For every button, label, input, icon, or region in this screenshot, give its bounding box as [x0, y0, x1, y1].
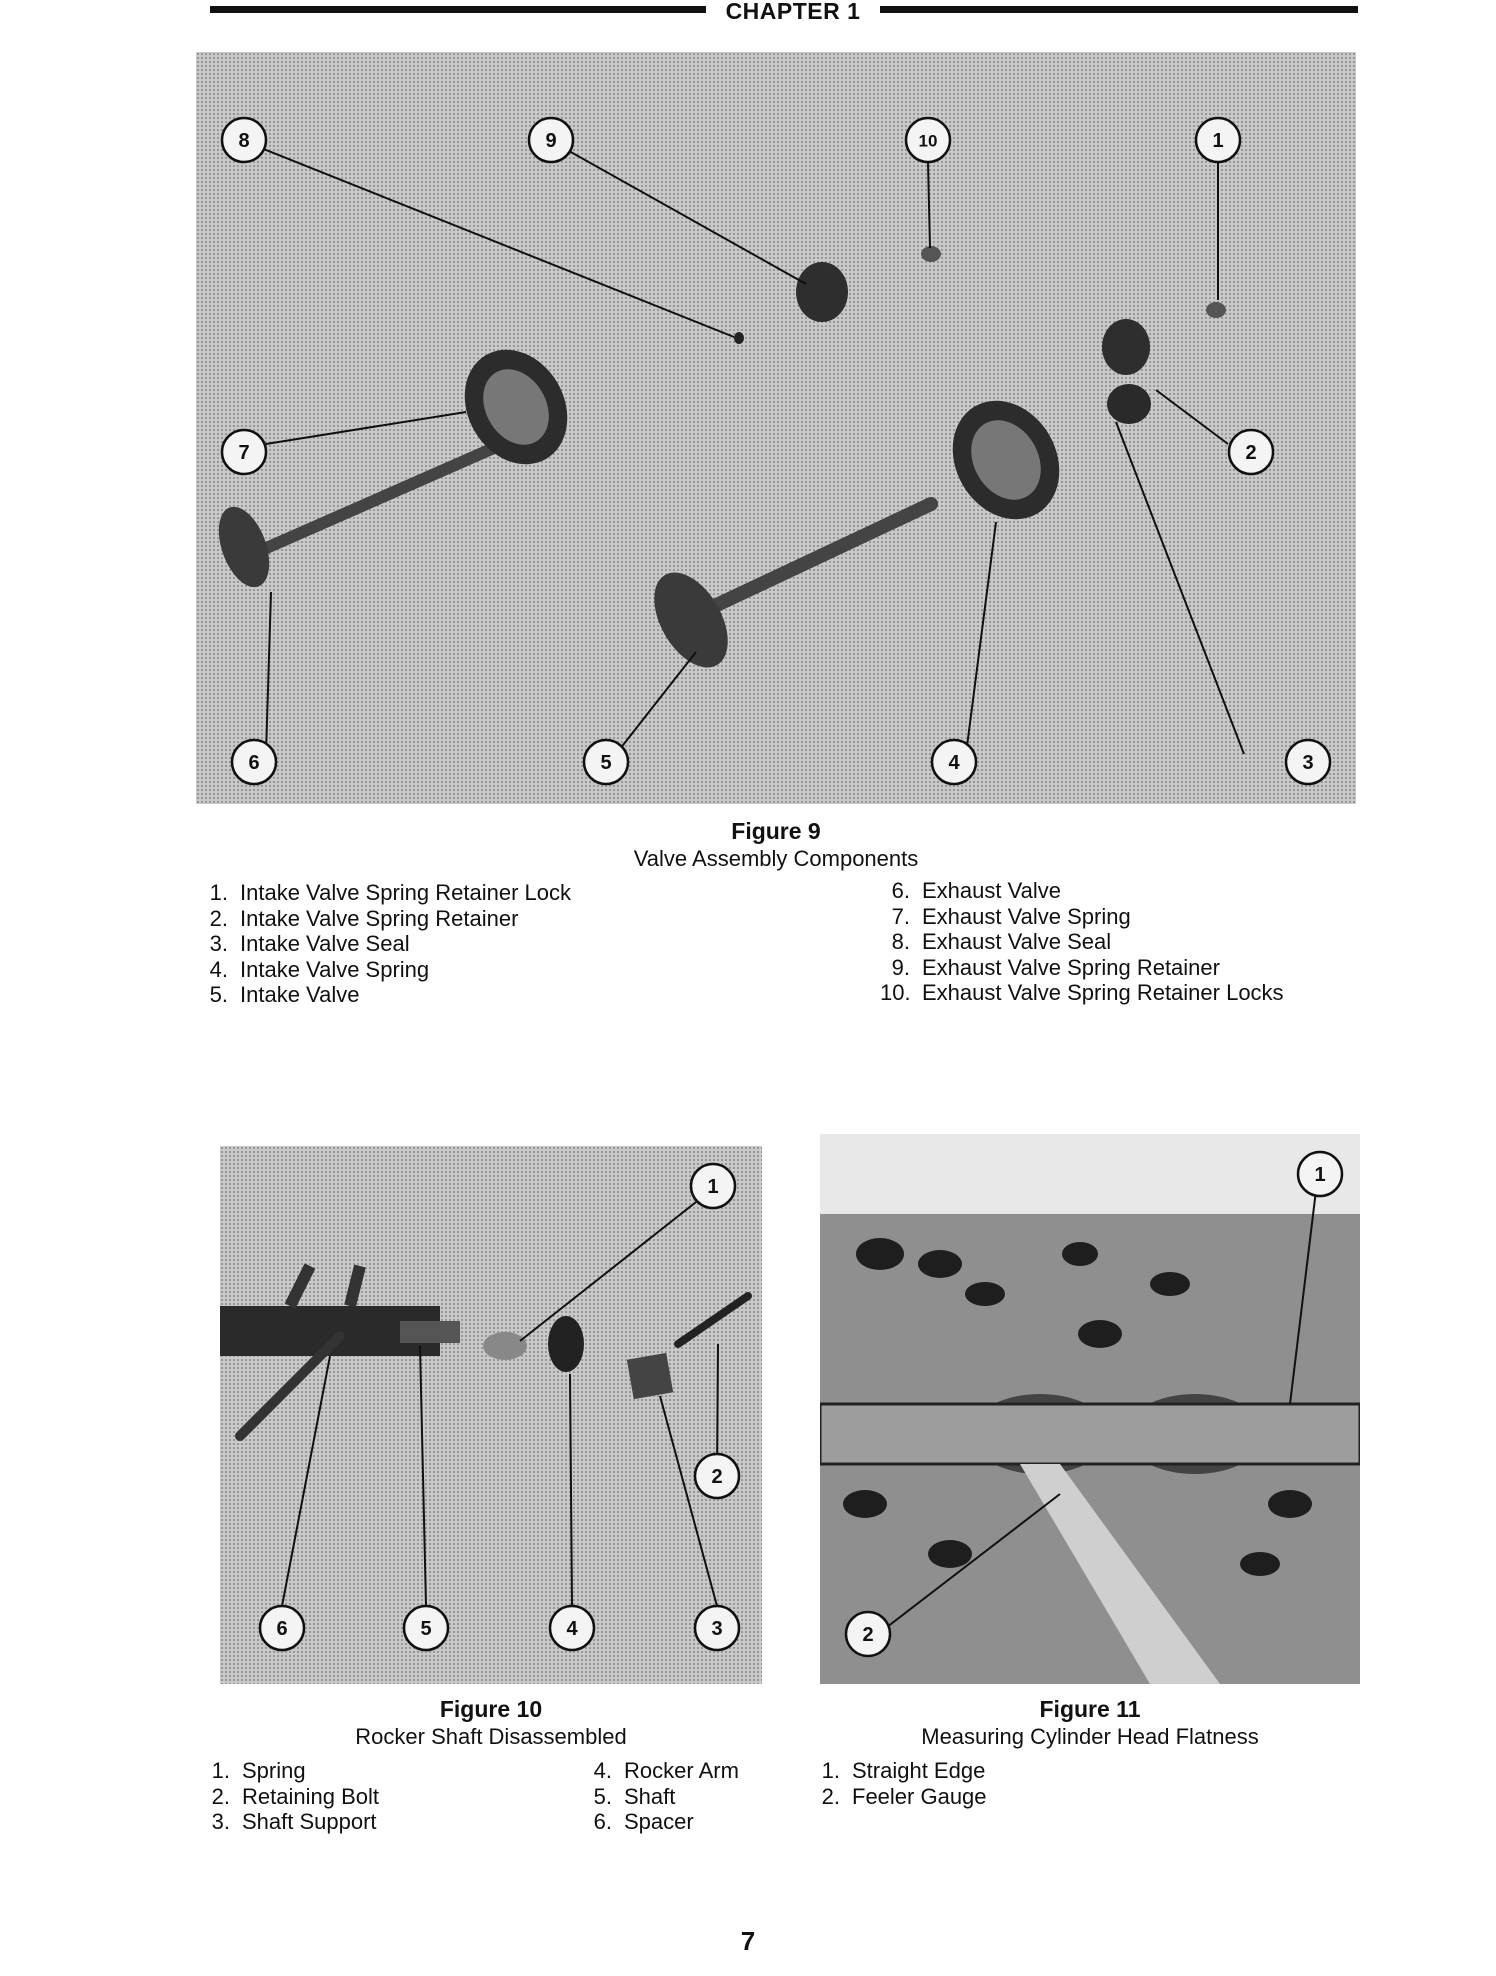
- figure9-callout-3: [1286, 740, 1330, 784]
- legend-item: 3. Intake Valve Seal: [209, 931, 410, 956]
- svg-text:1: 1: [1212, 130, 1224, 152]
- svg-text:1: 1: [1314, 1164, 1326, 1186]
- legend-item: 3. Shaft Support: [211, 1809, 377, 1834]
- svg-text:3: 3: [1302, 752, 1314, 774]
- figure11-legend: [810, 1758, 987, 1809]
- legend-item: 2. Feeler Gauge: [821, 1783, 987, 1809]
- svg-text:8: 8: [238, 130, 250, 152]
- svg-text:1: 1: [707, 1176, 719, 1198]
- exhaust-seal-shape: [734, 332, 744, 344]
- svg-text:4: 4: [948, 752, 960, 774]
- figure10-illustration: [220, 1146, 762, 1684]
- svg-text:6: 6: [248, 752, 260, 774]
- figure10-photo: [220, 1146, 762, 1684]
- figure9-illustration: [196, 52, 1356, 804]
- legend-item: 4. Rocker Arm: [593, 1758, 739, 1783]
- figure9-callout-2: [1229, 430, 1273, 474]
- figure10-subtitle: Rocker Shaft Disassembled: [355, 1724, 627, 1749]
- figure10-callout-6: [260, 1606, 304, 1650]
- figure11-illustration: [820, 1134, 1360, 1684]
- figure9-callout-8: [222, 118, 266, 162]
- intake-seal-shape: [1107, 384, 1151, 424]
- svg-text:9: 9: [545, 130, 557, 152]
- legend-item: 6. Spacer: [593, 1809, 694, 1834]
- svg-text:2: 2: [1245, 442, 1257, 464]
- figure10-legend-left: [200, 1758, 379, 1835]
- svg-text:6: 6: [276, 1618, 288, 1640]
- figure11-title: Figure 11: [1039, 1696, 1141, 1722]
- legend-item: 1. Straight Edge: [821, 1758, 986, 1783]
- figure10-callout-4: [550, 1606, 594, 1650]
- spring-shape: [483, 1332, 527, 1360]
- svg-text:3: 3: [711, 1618, 723, 1640]
- figure10-callout-1: [691, 1164, 735, 1208]
- figure9-subtitle: Valve Assembly Components: [633, 846, 919, 871]
- svg-text:2: 2: [862, 1624, 874, 1646]
- figure9-callout-7: [222, 430, 266, 474]
- svg-text:10: 10: [918, 131, 938, 151]
- figure9-callout-1: [1196, 118, 1240, 162]
- legend-item: 4. Intake Valve Spring: [209, 956, 430, 982]
- legend-item: 2. Retaining Bolt: [211, 1783, 379, 1809]
- legend-item: 7. Exhaust Valve Spring: [891, 903, 1131, 929]
- legend-item: 6. Exhaust Valve: [891, 878, 1062, 903]
- rocker-arm-shape: [548, 1316, 584, 1372]
- figure9-callout-5: [584, 740, 628, 784]
- figure9-callout-10: [906, 118, 950, 162]
- exhaust-locks-shape: [921, 246, 941, 262]
- header-rule-left: [210, 6, 706, 13]
- svg-text:4: 4: [566, 1618, 578, 1640]
- svg-text:5: 5: [600, 752, 612, 774]
- figure11-callout-1: [1298, 1152, 1342, 1196]
- figure9-legend-left: [198, 880, 571, 1008]
- header-rule-right: [880, 6, 1358, 13]
- exhaust-retainer-shape: [796, 262, 848, 322]
- figure9-callout-4: [932, 740, 976, 784]
- figure11-callout-2: [846, 1612, 890, 1656]
- figure10-title: Figure 10: [439, 1696, 543, 1722]
- legend-item: 9. Exhaust Valve Spring Retainer: [891, 954, 1220, 980]
- legend-item: 1. Spring: [211, 1758, 306, 1783]
- legend-item: 5. Shaft: [593, 1783, 676, 1809]
- intake-locks-shape: [1206, 302, 1226, 318]
- figure10-callout-3: [695, 1606, 739, 1650]
- figure10-callout-2: [695, 1454, 739, 1498]
- figure11-photo: [820, 1134, 1360, 1684]
- figure10-legend-right: [582, 1758, 739, 1835]
- figure11-subtitle: Measuring Cylinder Head Flatness: [921, 1724, 1259, 1749]
- legend-item: 10. Exhaust Valve Spring Retainer Locks: [880, 980, 1284, 1005]
- svg-text:5: 5: [420, 1618, 432, 1640]
- svg-text:7: 7: [238, 442, 250, 464]
- chapter-heading: CHAPTER 1: [725, 0, 861, 24]
- figure10-callout-5: [404, 1606, 448, 1650]
- retaining-bolt-shape: [678, 1296, 748, 1344]
- legend-item: 5. Intake Valve: [209, 982, 360, 1007]
- figure9-title: Figure 9: [731, 818, 821, 844]
- figure9-legend-right: [880, 878, 1284, 1006]
- intake-retainer-shape: [1102, 319, 1150, 375]
- figure9-callout-9: [529, 118, 573, 162]
- legend-item: 1. Intake Valve Spring Retainer Lock: [209, 880, 571, 905]
- legend-item: 8. Exhaust Valve Seal: [891, 929, 1112, 954]
- intake-valve-shape: [639, 504, 931, 680]
- shaft-support-shape: [627, 1353, 673, 1399]
- straight-edge-shape: [820, 1404, 1360, 1464]
- figure9-callout-6: [232, 740, 276, 784]
- svg-text:2: 2: [711, 1466, 723, 1488]
- intake-valve-spring-shape: [932, 381, 1081, 538]
- figure9-photo: [196, 52, 1356, 804]
- page-number: 7: [740, 1926, 756, 1956]
- legend-item: 2. Intake Valve Spring Retainer: [209, 905, 519, 931]
